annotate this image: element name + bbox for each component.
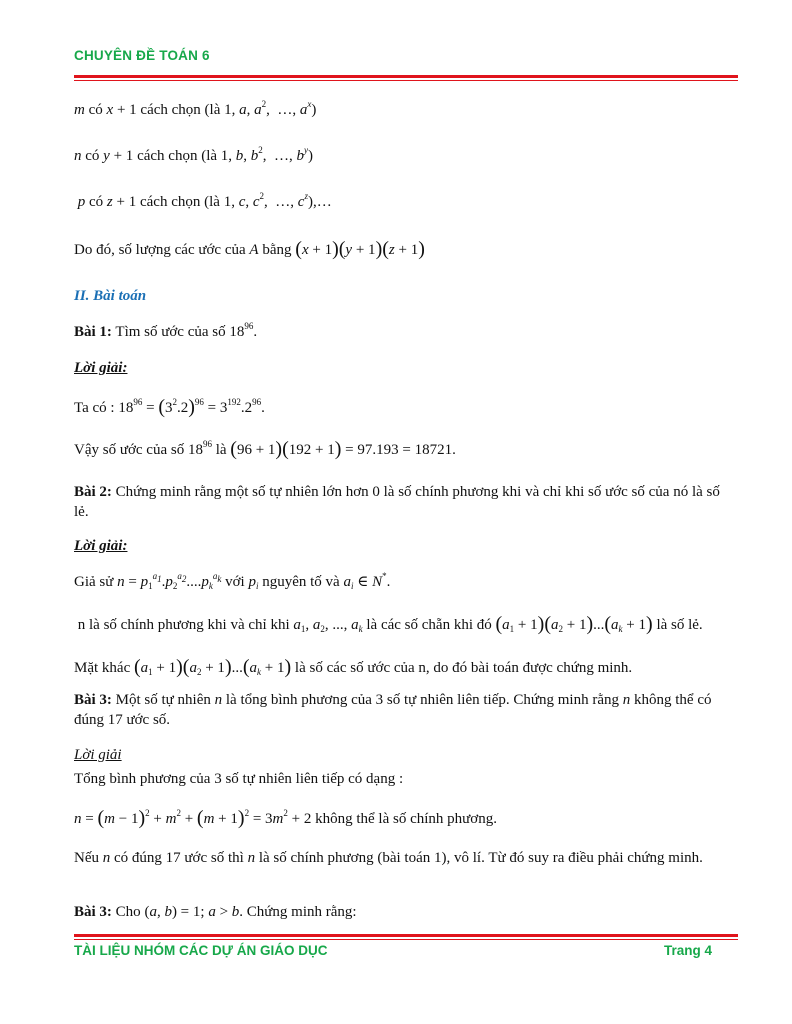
solution-label-3: Lời giải [74,747,122,763]
problem-3b: Bài 3: Cho (a, b) = 1; a > b. Chứng minh rằng: [74,904,357,920]
solution-1-equation: Ta có : $18^{96} = (3^2.2)^{96} = 3^{192}.2^{96}$. [74,396,265,418]
footer-rule-thin [74,939,738,940]
footer-title: TÀI LIỆU NHÓM CÁC DỰ ÁN GIÁO DỤC [74,943,328,958]
solution-2-square-condition: n là số chính phương khi và chỉ khi $a_1$, $a_2$, ..., $a_k$ là các số chẵn khi đó $(a_1 + 1)(a_2 + 1)...(a_k + 1)$ là số lẻ. [77,613,703,635]
footer-rule-thick [74,934,738,937]
page-number: Trang 4 [664,943,713,958]
problem-2: Bài 2: Chứng minh rằng một số tự nhiên lớn hơn 0 là số chính phương khi và chỉ khi số ước số của nó là số lẻ. [74,484,720,520]
solution-2-conclusion: Mặt khác $(a_1 + 1)(a_2 + 1)...(a_k + 1)$ là số các số ước của n, do đó bài toán được chứng minh. [74,656,633,678]
solution-2-assumption: Giả sử $n = p_1^{a_1}.p_2^{a_2}....p_k^{a_k}$ với $p_i$ nguyên tố và $a_i$ ∈ N*. [74,571,391,591]
section-heading: II. Bài toán [74,288,147,304]
header-rule-thin [74,80,738,81]
solution-1-result: Vậy số ước của số $18^{96}$ là (96 + 1)(192 + 1) = 97.193 = 18721. [74,438,456,460]
solution-3-conclusion: Nếu n có đúng 17 ước số thì n là số chính phương (bài toán 1), vô lí. Từ đó suy ra điều phải chứng minh. [74,850,703,866]
problem-1: Bài 1: Tìm số ước của số $18^{96}$. [74,321,258,340]
solution-3-equation: $n = (m - 1)^2 + m^2 + (m + 1)^2 = 3m^2 + 2$ không thể là số chính phương. [74,807,497,829]
solution-label-1: Lời giải: [74,360,128,376]
solution-label-2: Lời giải: [74,538,128,554]
line-p-choices: p có z + 1 cách chọn (là 1, c, $c^2$, …, $c^z),\dots$ [77,191,332,210]
page-header-title: CHUYÊN ĐỀ TOÁN 6 [74,48,210,63]
line-m-choices: m có x + 1 cách chọn (là 1, a, $a^2$, …, $a^x$) [74,99,317,118]
problem-3: Bài 3: Một số tự nhiên n là tổng bình phương của 3 số tự nhiên liên tiếp. Chứng minh rằng n không thể có đúng 17 ước số. [74,692,712,728]
solution-3-intro: Tổng bình phương của 3 số tự nhiên liên tiếp có dạng : [74,771,404,787]
line-divisor-count: Do đó, số lượng các ước của A bằng (x + 1)(y + 1)(z + 1) [74,238,425,260]
line-n-choices: n có y + 1 cách chọn (là 1, b, $b^2$, …, $b^y$) [74,145,314,164]
header-rule-thick [74,75,738,78]
